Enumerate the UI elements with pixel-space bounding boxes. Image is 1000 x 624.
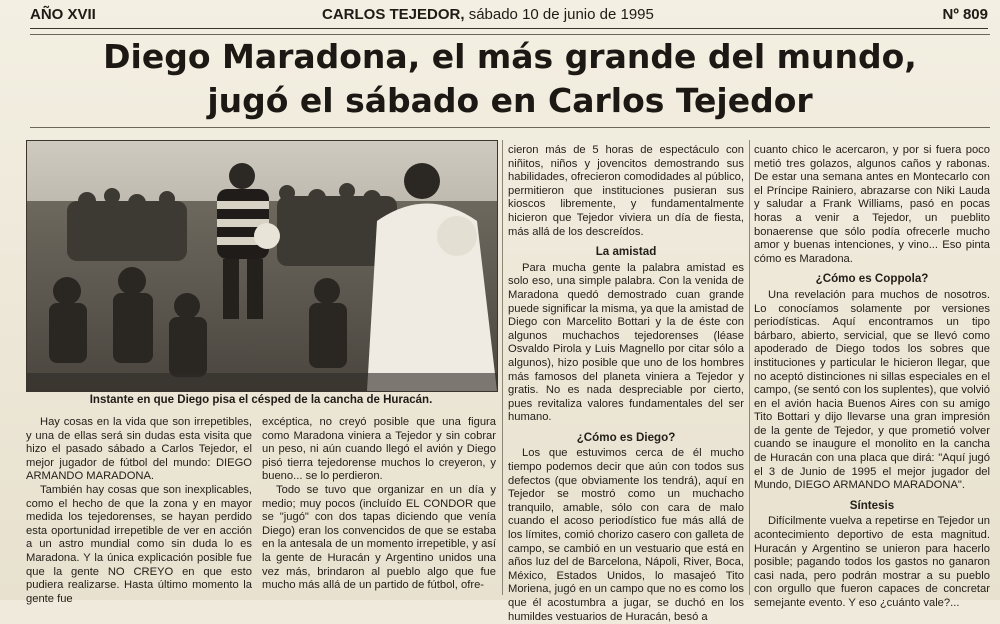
subheading-como-es-diego: ¿Cómo es Diego? (576, 430, 676, 444)
paragraph: Una revelación para muchos de nosotros. Lo conocíamos solamente por versiones periodísticas. Aquí encontramos un tipo bárbaro, abierto, servicial, que se llevó como apoderado de Diego todos los sobres que instituciones y particular le hicieron llegar, que no aceptó distinciones ni sillas especiales en el campo, (se sentó con los suplentes), que volvió en el avión hacia Buenos Aires con su amigo Tito Bottari y dijo llevarse una gran impresión de la gente de Tejedor, y que prometió volver cuando se inaugure el monolito en la cancha de Huracán con una placa que dirá: "Aquí jugó el 3 de Junio de 1995 el mejor jugador del Mundo, DIEGO ARMANDO MARADONA". (754, 288, 990, 492)
photo-caption: Instante en que Diego pisa el césped de la cancha de Huracán. (89, 394, 433, 406)
paragraph: Hay cosas en la vida que son irrepetibles, y una de ellas será sin dudas esta visita que hizo el pasado sábado a Carlos Tejedor, el mejor jugador de fútbol del mundo: DIEGO ARMANDO MARADONA. (26, 416, 252, 483)
paragraph: Los que estuvimos cerca de él mucho tiempo podemos decir que aún con todos sus defectos (que obviamente los tendrá), aquí en Tejedor se mostró como un muchacho tranquilo, amable, sólo con cara de malo cuando el acoso periodístico fue más allá de los límites, comió chorizo casero con galleta de campo, se cambió en un vestuario que está en años luz del de Barcelona, Nápoli, River, Boca, México, Estados Unidos, lo masajeó Tito Moriena, jugó en un campo que no es como los que él acostumbra a jugar, se duchó en los humildes vestuarios de Huracán, besó a (508, 447, 744, 623)
paragraph: cuanto chico le acercaron, y por si fuera poco metió tres golazos, algunos caños y rabonas. De estar una semana antes en Montecarlo con el Príncipe Rainiero, abrazarse con Niki Lauda y saludar a Frank Williams, pasó en pocas horas a venir a Tejedor, un pueblito bonaerense que sólo podía ofrecerle mucho amor y buenas intenciones, y vino... Eso pinta cómo es Maradona. (754, 144, 990, 265)
news-photo (26, 140, 498, 392)
issue-number: Nº 809 (942, 6, 988, 23)
paragraph: cieron más de 5 horas de espectáculo con niñitos, niños y jovencitos demostrando sus habilidades, ofrecieron comodidades al público, permitieron que instituciones pusieran sus kioscos libremente, y fundamentalmente hicieron que Tejedor viviera un día de fiesta, más allá de los descreídos. (508, 144, 744, 238)
article-column-2 (262, 416, 496, 593)
photo-illustration (27, 141, 497, 391)
dateline-city: CARLOS TEJEDOR, (322, 6, 465, 23)
headline (30, 34, 990, 128)
headline-line-1: Diego Maradona, el más grande del mundo, (103, 37, 917, 76)
subheading-amistad: La amistad (595, 245, 657, 259)
article-column-4 (754, 144, 990, 611)
column-divider (502, 140, 503, 595)
article-column-1 (26, 416, 252, 606)
paragraph: Todo se tuvo que organizar en un día y medio; muy pocos (incluído EL CONDOR que se "jugó" con dos tapas diciendo que venía Diego) eran los convencidos de que se estaba en la antesala de un momento irrepetible, y así la gente de Huracán y Argentino unidos una vez más, brindaron al pueblo algo que fue mucho más allá de un partido de fútbol, ofre- (262, 483, 496, 592)
paragraph: También hay cosas que son inexplicables, como el hecho de que la zona y en mayor medida los tejedorenses, se hayan perdido esta oportunidad irrepetible de ver en acción a un astro mundial como sin duda lo es Maradona. Y la única explicación posible fue que la gente NO CREYO en que esto pudiera realizarse. Hasta último momento la gente fue (26, 483, 252, 605)
subheading-sintesis: Síntesis (849, 498, 895, 512)
dateline-date: sábado 10 de junio de 1995 (468, 6, 654, 23)
paragraph: Difícilmente vuelva a repetirse en Tejedor un acontecimiento deportivo de esta magnitud. Huracán y Argentino se unieron para hacerlo posible; pagando todos los gastos no ganaron casi nada, pero podrán mostrar a su pueblo con orgullo que fueron capaces de concretar semejante evento. Y eso ¿cuánto vale?... (754, 515, 990, 609)
paragraph: Para mucha gente la palabra amistad es solo eso, una simple palabra. Con la venida de Maradona quedó demostrado cuan grande puede significar la misma, ya que la amistad de Diego con Marcelito Bottari y la de éste con algunos muchachos tejedorenses (léase Osvaldo Pirola y Luis Magnello por citar sólo a algunos), hizo posible que uno de los hombres más famosos del planeta viniera a Tejedor y gratis. No es nada despreciable por cierto, pues revitaliza valores fundamentales del ser humano. (508, 261, 744, 424)
paragraph: excéptica, no creyó posible que una figura como Maradona viniera a Tejedor y sin cobrar un peso, ni aún cuando llegó el avión y Diego pisó tierra tejedorense muchos lo creyeron, y bueno... se lo perdieron. (262, 416, 496, 483)
headline-line-2: jugó el sábado en Carlos Tejedor (207, 81, 813, 120)
issue-year: AÑO XVII (30, 6, 96, 23)
masthead (30, 4, 988, 29)
dateline (322, 6, 654, 23)
subheading-como-es-coppola: ¿Cómo es Coppola? (815, 272, 929, 286)
column-divider (749, 140, 750, 595)
article-column-3 (508, 144, 744, 624)
